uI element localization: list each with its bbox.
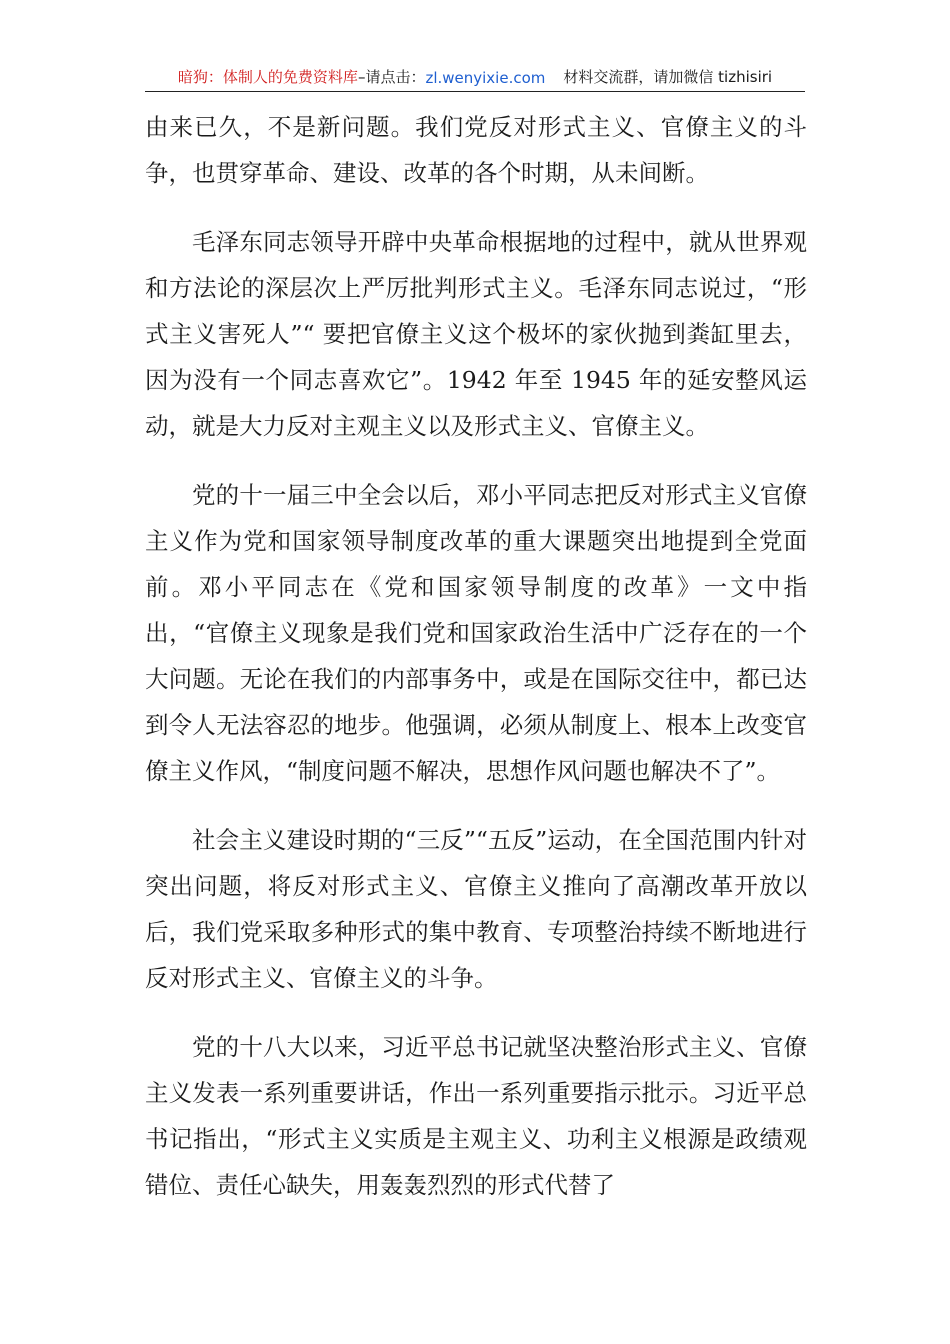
header-url-link[interactable]: zl.wenyixie.com [425, 69, 546, 87]
paragraph-2: 毛泽东同志领导开辟中央革命根据地的过程中，就从世界观和方法论的深层次上严厉批判形式主义。毛泽东同志说过，“形式主义害死人”“ 要把官僚主义这个极坏的家伙抛到粪缸里去，因为没有一个同志喜欢它”。1942 年至 1945 年的延安整风运动，就是大力反对主观主义以及形式主义、官僚主义。 [145, 228, 807, 440]
paragraph-1: 由来已久，不是新问题。我们党反对形式主义、官僚主义的斗争，也贯穿革命、建设、改革的各个时期，从未间断。 [145, 113, 807, 187]
paragraph-4: 社会主义建设时期的“三反”“五反”运动，在全国范围内针对突出问题，将反对形式主义、官僚主义推向了高潮改革开放以后，我们党采取多种形式的集中教育、专项整治持续不断地进行反对形式主义、官僚主义的斗争。 [145, 826, 807, 992]
header-click-prompt: –请点击： [357, 68, 426, 86]
paragraph-3: 党的十一届三中全会以后，邓小平同志把反对形式主义官僚主义作为党和国家领导制度改革的重大课题突出地提到全党面前。邓小平同志在《党和国家领导制度的改革》一文中指出，“官僚主义现象是我们党和国家政治生活中广泛存在的一个大问题。无论在我们的内部事务中，或是在国际交往中，都已达到令人无法容忍的地步。他强调，必须从制度上、根本上改变官僚主义作风，“制度问题不解决，思想作风问题也解决不了”。 [145, 481, 807, 785]
document-body [145, 104, 807, 1208]
header-group-note: 材料交流群，请加微信 tizhisiri [563, 68, 773, 86]
page-header [145, 66, 805, 92]
paragraph-5: 党的十八大以来，习近平总书记就坚决整治形式主义、官僚主义发表一系列重要讲话，作出一系列重要指示批示。习近平总书记指出，“形式主义实质是主观主义、功利主义根源是政绩观错位、责任心缺失，用轰轰烈烈的形式代替了 [145, 1033, 807, 1199]
header-site-name: 暗狗：体制人的免费资料库 [177, 68, 358, 86]
